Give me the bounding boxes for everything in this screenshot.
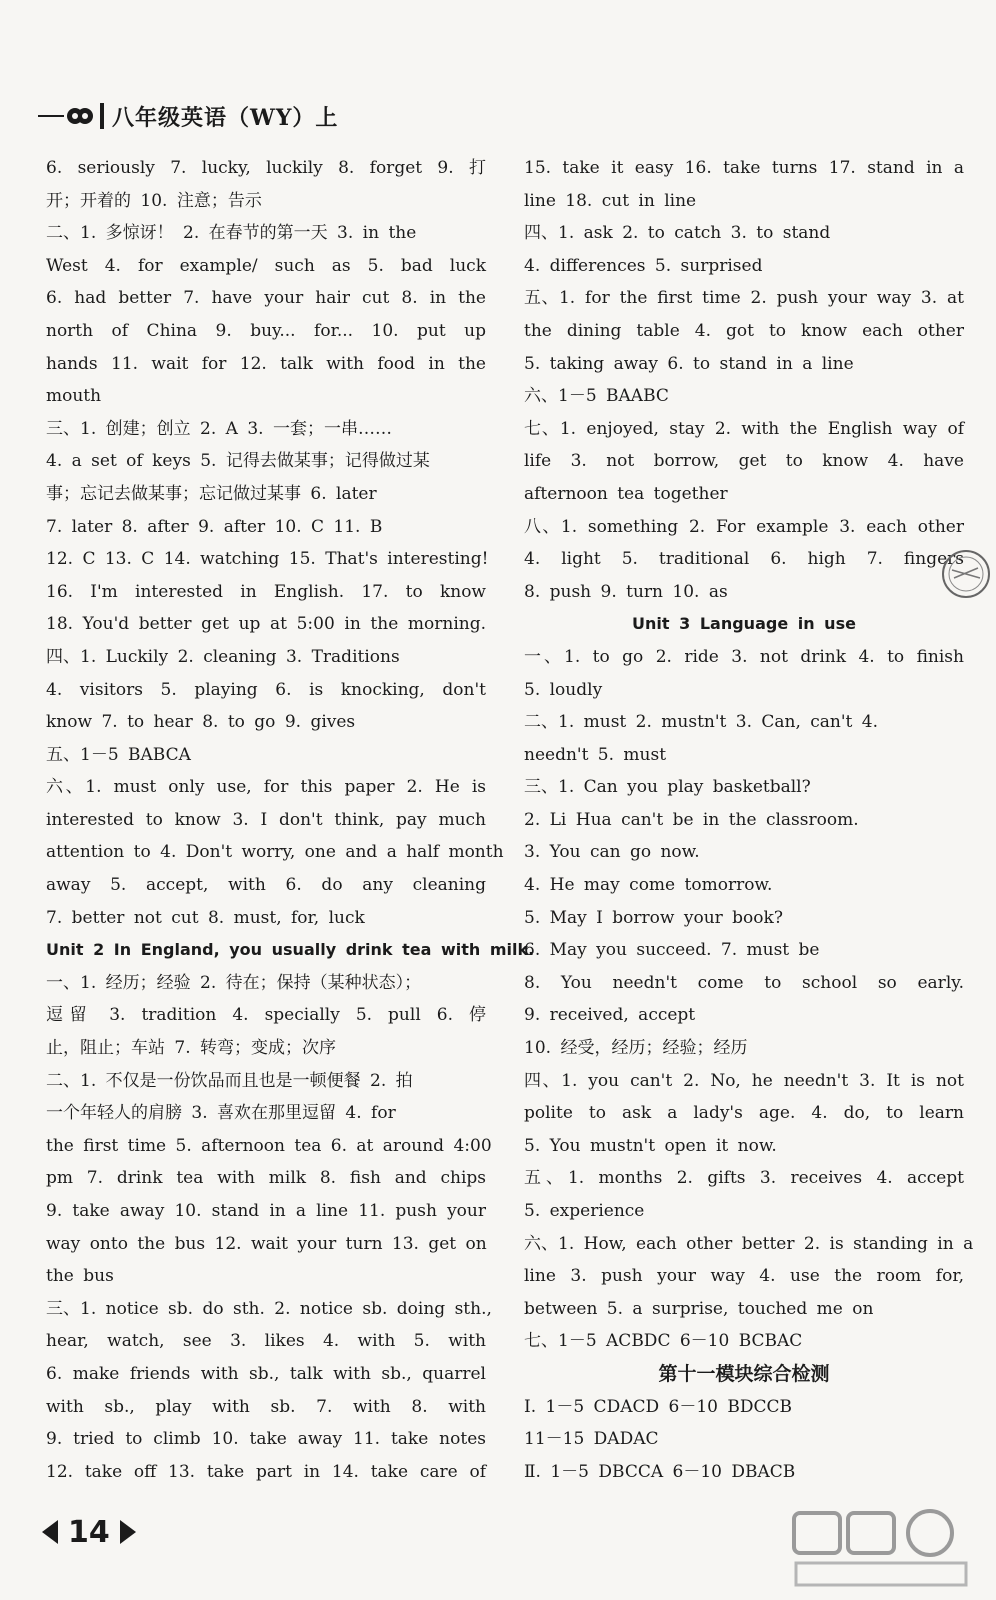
page-number: 14 xyxy=(68,1514,110,1550)
right-answer-line: line 18. cut in line xyxy=(524,190,697,211)
left-answer-line: way onto the bus 12. wait your turn 13. get on xyxy=(46,1233,487,1254)
left-answer-line: 六、1. must only use, for this paper 2. He is xyxy=(46,777,486,798)
left-answer-line: 开；开着的 10. 注意；告示 xyxy=(46,190,262,211)
left-answer-line: 7. better not cut 8. must, for, luck xyxy=(46,907,365,928)
right-answer-line: Ⅱ. 1－5 DBCCA 6－10 DBACB xyxy=(524,1461,796,1482)
left-answer-line: 4. a set of keys 5. 记得去做某事；记得做过某 xyxy=(46,451,430,472)
right-answer-line: Ⅰ. 1－5 CDACD 6－10 BDCCB xyxy=(524,1396,792,1417)
right-answer-line: 10. 经受，经历；经验；经历 xyxy=(524,1038,748,1059)
left-answer-line: 9. take away 10. stand in a line 11. push your xyxy=(46,1201,486,1221)
header-rule xyxy=(38,115,64,117)
right-answer-line: 七、1－5 ACBDC 6－10 BCBAC xyxy=(524,1331,803,1352)
left-answer-line: 三、1. notice sb. do sth. 2. notice sb. doing sth., xyxy=(46,1298,492,1319)
left-answer-line: hear, watch, see 3. likes 4. with 5. with xyxy=(46,1331,486,1352)
stamp-icon xyxy=(940,548,992,600)
right-column xyxy=(524,152,974,1488)
book-logo-icon xyxy=(66,104,94,128)
right-answer-line: 3. You can go now. xyxy=(524,842,700,863)
left-answer-line: 一个年轻人的肩膀 3. 喜欢在那里逗留 4. for xyxy=(46,1103,396,1124)
right-answer-line: needn't 5. must xyxy=(524,744,667,765)
right-answer-line: 2. Li Hua can't be in the classroom. xyxy=(524,809,859,830)
left-answer-line: Unit 2 In England, you usually drink tea with milk. xyxy=(46,940,535,960)
right-answer-line: 5. You mustn't open it now. xyxy=(524,1135,777,1156)
right-answer-line: line 3. push your way 4. use the room for, xyxy=(524,1266,964,1287)
left-answer-line: 6. make friends with sb., talk with sb., quarrel xyxy=(46,1363,486,1384)
left-answer-line: 7. later 8. after 9. after 10. C 11. B xyxy=(46,516,383,537)
left-answer-line: 16. I'm interested in English. 17. to know xyxy=(46,581,486,602)
left-answer-line: 9. tried to climb 10. take away 11. take notes xyxy=(46,1429,486,1450)
right-answer-line: 一、1. to go 2. ride 3. not drink 4. to finish xyxy=(524,646,964,667)
right-answer-line: 8. You needn't come to school so early. xyxy=(524,972,964,993)
left-answer-line: the first time 5. afternoon tea 6. at around 4:00 xyxy=(46,1135,492,1156)
right-answer-line: 五、1. for the first time 2. push your way 3. at xyxy=(524,288,964,309)
right-answer-line: 6. May you succeed. 7. must be xyxy=(524,940,820,961)
right-answer-line: 第十一模块综合检测 xyxy=(658,1362,830,1385)
right-answer-line: 5. loudly xyxy=(524,679,603,700)
right-answer-line: 六、1－5 BAABC xyxy=(524,386,669,407)
right-answer-line: 四、1. you can't 2. No, he needn't 3. It is not xyxy=(524,1070,964,1091)
left-answer-line: 五、1－5 BABCA xyxy=(46,744,191,765)
right-answer-line: 七、1. enjoyed, stay 2. with the English way of xyxy=(524,418,964,439)
right-answer-line: 4. light 5. traditional 6. high 7. fingers xyxy=(524,549,964,570)
left-answer-line: 三、1. 创建；创立 2. A 3. 一套；一串…… xyxy=(46,418,392,439)
right-answer-line: 11－15 DADAC xyxy=(524,1429,659,1450)
left-answer-line: 四、1. Luckily 2. cleaning 3. Traditions xyxy=(46,646,400,667)
watermark-logo xyxy=(790,1505,980,1590)
left-answer-line: 4. visitors 5. playing 6. is knocking, don't xyxy=(46,679,486,700)
right-answer-line: afternoon tea together xyxy=(524,483,728,504)
left-arrow-icon xyxy=(40,1518,60,1546)
right-answer-line: 9. received, accept xyxy=(524,1005,696,1026)
left-answer-line: north of China 9. buy... for... 10. put up xyxy=(46,320,486,341)
right-answer-line: 15. take it easy 16. take turns 17. stand in a xyxy=(524,158,964,178)
header-bar xyxy=(100,103,104,129)
left-column xyxy=(46,152,535,1488)
left-answer-line: 12. C 13. C 14. watching 15. That's interesting! xyxy=(46,549,489,570)
left-answer-line: attention to 4. Don't worry, one and a half month xyxy=(46,842,504,863)
left-answer-line: 事；忘记去做某事；忘记做过某事 6. later xyxy=(46,483,377,504)
left-answer-line: know 7. to hear 8. to go 9. gives xyxy=(46,712,356,733)
right-answer-line: polite to ask a lady's age. 4. do, to learn xyxy=(524,1103,964,1124)
left-answer-line: 一、1. 经历；经验 2. 待在；保持（某种状态）； xyxy=(46,972,422,993)
left-answer-line: 6. seriously 7. lucky, luckily 8. forget 9. 打 xyxy=(46,158,486,178)
left-answer-line: mouth xyxy=(46,386,102,407)
right-answer-line: the dining table 4. got to know each other xyxy=(524,320,964,341)
right-answer-line: 5. experience xyxy=(524,1201,645,1221)
right-answer-line: 5. May I borrow your book? xyxy=(524,907,783,928)
left-answer-line: interested to know 3. I don't think, pay much xyxy=(46,809,486,830)
right-answer-line: 四、1. ask 2. to catch 3. to stand xyxy=(524,223,831,244)
left-answer-line: 二、1. 多惊讶！ 2. 在春节的第一天 3. in the xyxy=(46,223,417,244)
right-answer-line: Unit 3 Language in use xyxy=(632,614,856,634)
left-answer-line: pm 7. drink tea with milk 8. fish and chips xyxy=(46,1168,486,1189)
right-answer-line: 8. push 9. turn 10. as xyxy=(524,581,728,602)
left-answer-line: hands 11. wait for 12. talk with food in the xyxy=(46,353,486,374)
page-footer xyxy=(40,1510,138,1554)
left-answer-line: the bus xyxy=(46,1266,114,1287)
right-answer-line: between 5. a surprise, touched me on xyxy=(524,1298,874,1319)
left-answer-line: with sb., play with sb. 7. with 8. with xyxy=(46,1396,486,1417)
left-answer-line: 12. take off 13. take part in 14. take care of xyxy=(46,1461,486,1482)
left-answer-line: 二、1. 不仅是一份饮品而且也是一顿便餐 2. 拍 xyxy=(46,1070,413,1091)
left-answer-line: 止，阻止；车站 7. 转弯；变成；次序 xyxy=(46,1038,337,1059)
right-arrow-icon xyxy=(118,1518,138,1546)
right-answer-line: 五、1. months 2. gifts 3. receives 4. accept xyxy=(524,1168,964,1189)
right-answer-line: 4. differences 5. surprised xyxy=(524,255,763,276)
right-answer-line: 六、1. How, each other better 2. is standing in a xyxy=(524,1233,974,1254)
right-answer-line: 5. taking away 6. to stand in a line xyxy=(524,353,854,374)
left-answer-line: 逗留 3. tradition 4. specially 5. pull 6. 停 xyxy=(46,1005,486,1026)
right-answer-line: 八、1. something 2. For example 3. each other xyxy=(524,516,964,537)
left-answer-line: 6. had better 7. have your hair cut 8. in the xyxy=(46,288,486,309)
right-answer-line: 4. He may come tomorrow. xyxy=(524,875,773,896)
right-answer-line: 三、1. Can you play basketball? xyxy=(524,777,811,798)
header-title: 八年级英语（WY）上 xyxy=(112,104,339,131)
right-answer-line: life 3. not borrow, get to know 4. have xyxy=(524,451,964,472)
left-answer-line: away 5. accept, with 6. do any cleaning xyxy=(46,875,486,896)
page-header xyxy=(38,96,338,136)
right-answer-line: 二、1. must 2. mustn't 3. Can, can't 4. xyxy=(524,712,879,733)
left-answer-line: 18. You'd better get up at 5:00 in the morning. xyxy=(46,614,486,635)
left-answer-line: West 4. for example/ such as 5. bad luck xyxy=(46,255,486,276)
